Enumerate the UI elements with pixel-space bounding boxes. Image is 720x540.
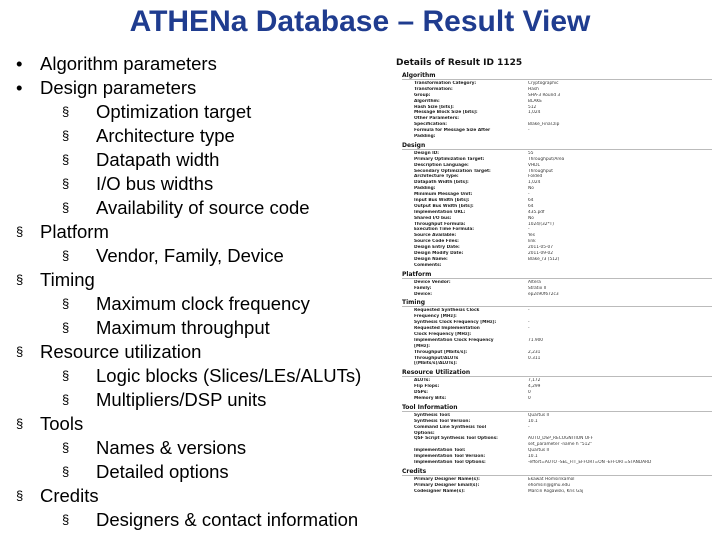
detail-value: Cryptographic [528, 81, 559, 86]
sub-bullet-item [16, 148, 396, 172]
detail-key: Family: [414, 285, 432, 291]
detail-value: BLAKE [528, 98, 542, 104]
detail-key: Other Parameters: [414, 116, 460, 122]
detail-key: Output Bus Width [bits]: [414, 203, 474, 209]
bullet-text: Logic blocks (Slices/LEs/ALUTs) [96, 365, 362, 386]
detail-key: Primary Designer Email(s): [414, 482, 480, 488]
bullet-marker: § [62, 248, 70, 263]
detail-key: Formula for Message Size After [414, 128, 491, 134]
detail-key: Flip Flops: [414, 384, 440, 390]
bullet-marker: § [62, 464, 70, 479]
detail-key: QSF Script Synthesis Tool Options: [414, 436, 498, 442]
detail-value: Quartus II [528, 412, 550, 418]
detail-row [394, 361, 712, 367]
detail-key: Shared I/O bus: [414, 215, 452, 221]
bullet-text: Vendor, Family, Device [96, 245, 284, 266]
detail-value: Blake_Final.zip [528, 122, 560, 128]
detail-value: Quartus II [528, 448, 550, 454]
detail-value: 64 [528, 198, 534, 204]
sub-bullet-item [16, 196, 396, 220]
bullet-text: Tools [40, 413, 84, 434]
detail-key: Memory Bits: [414, 395, 447, 401]
detail-value: 1024/(32*T) [528, 221, 554, 227]
detail-value: 0 [528, 390, 531, 396]
section-heading: Resource Utilization [402, 369, 712, 377]
detail-key: Throughput [Mbits/s]: [414, 349, 468, 355]
bullet-item [16, 76, 396, 100]
bullet-marker: § [62, 368, 70, 383]
bullet-text: Availability of source code [96, 197, 310, 218]
bullet-marker: § [62, 128, 70, 143]
detail-value: Yes [528, 233, 535, 239]
bullet-text: Detailed options [96, 461, 229, 482]
bullet-text: Names & versions [96, 437, 247, 458]
detail-value: - [528, 128, 530, 134]
detail-row [394, 396, 712, 402]
detail-value: set_parameter -name h "512" [528, 442, 593, 448]
section-heading: Credits [402, 468, 712, 476]
detail-key: Implementation Tool Options: [414, 459, 486, 465]
detail-value: No [528, 186, 534, 192]
detail-value: Ekawat Homsirikamol [528, 476, 575, 482]
bullet-text: Designers & contact information [96, 509, 359, 530]
detail-key: Throughput Formula: [414, 221, 466, 227]
bullet-item [16, 484, 396, 508]
detail-key: Padding: [414, 134, 436, 140]
bullet-marker: § [62, 104, 70, 119]
sub-bullet-item [16, 508, 396, 532]
detail-key: Design Name: [414, 256, 448, 262]
bullet-item [16, 340, 396, 364]
detail-value: - [528, 320, 530, 326]
detail-key: Padding: [414, 186, 436, 192]
bullet-marker: § [62, 176, 70, 191]
detail-key: Synthesis Tool: [414, 412, 451, 418]
detail-value: Marcin Rogawski, Kris Gaj [528, 488, 584, 494]
bullet-marker: § [62, 392, 70, 407]
section-heading: Timing [402, 299, 712, 307]
bullet-text: Maximum clock frequency [96, 293, 310, 314]
detail-key: Source Code Files: [414, 239, 459, 245]
bullet-text: Maximum throughput [96, 317, 270, 338]
sub-bullet-item [16, 316, 396, 340]
detail-key: Transformation: [414, 86, 453, 92]
bullet-text: Timing [40, 269, 95, 290]
detail-value: 4,299 [528, 384, 541, 390]
detail-value: ehomsiri@gmu.edu [528, 482, 570, 488]
detail-value: 1,024 [528, 180, 541, 186]
bullet-item [16, 412, 396, 436]
panel-sections [394, 72, 712, 495]
bullet-text: Design parameters [40, 77, 197, 98]
sub-bullet-item [16, 436, 396, 460]
bullet-text: Platform [40, 221, 109, 242]
bullet-marker: • [16, 77, 23, 98]
detail-key: Options: [414, 430, 435, 436]
detail-value: 55 [528, 150, 534, 156]
detail-value: 10.1 [528, 418, 538, 424]
detail-value: Hash [528, 86, 539, 92]
detail-row [394, 134, 712, 140]
bullet-marker: § [62, 440, 70, 455]
detail-key: Specification: [414, 122, 447, 128]
detail-value: - [528, 308, 530, 314]
detail-value: 435.pdf [528, 209, 545, 215]
bullet-text: Resource utilization [40, 341, 202, 362]
bullet-marker: • [16, 53, 23, 74]
detail-row [394, 460, 712, 466]
sub-bullet-item [16, 172, 396, 196]
bullet-text: Datapath width [96, 149, 220, 170]
detail-key: Throughput/ALUTs [414, 355, 459, 361]
detail-value: 71.900 [528, 337, 544, 343]
detail-key: Input Bus Width [bits]: [414, 198, 470, 204]
detail-value: 10.1 [528, 454, 538, 460]
detail-key: [MHz]: [414, 343, 431, 349]
bullet-item [16, 52, 396, 76]
detail-key: Transformation Category: [414, 81, 477, 86]
detail-key: Source Available: [414, 233, 457, 239]
sub-bullet-item [16, 244, 396, 268]
detail-value: 0.311 [528, 355, 541, 361]
detail-value: - [528, 326, 530, 332]
page-title: ATHENa Database – Result View [129, 5, 591, 38]
bullet-item [16, 220, 396, 244]
detail-row [394, 263, 712, 269]
detail-key: Design ID: [414, 150, 440, 156]
bullet-text: Algorithm parameters [40, 53, 217, 74]
bullet-list [16, 52, 396, 532]
detail-value: Blake_r3 (512) [528, 256, 560, 262]
bullet-marker: § [16, 416, 24, 431]
detail-value: ep2s90f672c3 [528, 291, 559, 297]
detail-value: Altera [528, 279, 541, 285]
detail-value: Folded [528, 174, 543, 180]
bullet-text: Credits [40, 485, 99, 506]
detail-value: Throughput/Area [528, 156, 565, 162]
detail-key: Codesigner Name(s): [414, 488, 465, 494]
panel-title: Details of Result ID 1125 [396, 58, 523, 68]
section-heading: Tool Information [402, 404, 712, 412]
detail-key: Requested Synthesis Clock [414, 308, 480, 314]
detail-value: AUTO_DSP_RECOGNITION OFF [528, 436, 594, 442]
detail-key: [(Mbits/s)/ALUTs]: [414, 361, 458, 367]
detail-key: Datapath Width [bits]: [414, 180, 469, 186]
bullet-marker: § [16, 224, 24, 239]
detail-key: Clock Frequency [MHz]: [414, 331, 472, 337]
detail-key: Algorithm: [414, 98, 440, 104]
detail-key: Secondary Optimization Target: [414, 168, 491, 174]
result-details-panel [394, 58, 712, 495]
section-heading: Algorithm [402, 72, 712, 80]
bullet-marker: § [62, 296, 70, 311]
sub-bullet-item [16, 124, 396, 148]
detail-key: Minimum Message Unit: [414, 192, 473, 198]
bullet-text: Optimization target [96, 101, 252, 122]
detail-value: 2,231 [528, 349, 541, 355]
bullet-item [16, 268, 396, 292]
detail-value: -effort=AUTO -SEL_FIT_EFFORT=ON -EFFORT=STANDARD [528, 459, 652, 465]
bullet-text: Multipliers/DSP units [96, 389, 267, 410]
detail-value: No [528, 215, 534, 221]
detail-key: Architecture Type: [414, 174, 459, 180]
sub-bullet-item [16, 460, 396, 484]
detail-value: 64 [528, 203, 534, 209]
detail-key: Group: [414, 92, 431, 98]
sub-bullet-item [16, 388, 396, 412]
detail-value: 1,024 [528, 110, 541, 116]
detail-key: Device Vendor: [414, 279, 451, 285]
detail-row [394, 489, 712, 495]
detail-value: - [528, 227, 530, 233]
bullet-marker: § [62, 320, 70, 335]
detail-key: Implementation Tool Version: [414, 454, 486, 460]
detail-key: Frequency [MHz]: [414, 314, 457, 320]
detail-key: ALUTs: [414, 378, 431, 384]
detail-value: 7,172 [528, 378, 541, 384]
detail-key: Command Line Synthesis Tool [414, 424, 487, 430]
section-heading: Design [402, 142, 712, 150]
detail-key: DSPs: [414, 390, 429, 396]
detail-key: Implementation Clock Frequency [414, 337, 494, 343]
detail-value: 2011-05-07 [528, 245, 553, 251]
detail-key: Design Modify Date: [414, 251, 464, 257]
bullet-marker: § [16, 488, 24, 503]
detail-value: - [528, 424, 530, 430]
detail-key: Synthesis Clock Frequency [MHz]: [414, 320, 497, 326]
detail-key: Device: [414, 291, 432, 297]
detail-key: Execution Time Formula: [414, 227, 475, 233]
bullet-marker: § [62, 152, 70, 167]
detail-value: Stratix II [528, 285, 547, 291]
detail-value: link [528, 239, 536, 245]
detail-value: 0 [528, 395, 531, 401]
bullet-marker: § [16, 272, 24, 287]
detail-key: Implementation URL: [414, 209, 466, 215]
bullet-marker: § [62, 200, 70, 215]
detail-key: Requested Implementation [414, 326, 480, 332]
bullet-marker: § [16, 344, 24, 359]
sub-bullet-item [16, 100, 396, 124]
detail-value: SHA-3 Round 3 [528, 92, 561, 98]
detail-value: VHDL [528, 162, 540, 168]
detail-key: Primary Designer Name(s): [414, 476, 480, 482]
detail-key: Implementation Tool: [414, 448, 466, 454]
bullet-text: I/O bus widths [96, 173, 214, 194]
sub-bullet-item [16, 292, 396, 316]
detail-value: 2011-09-02 [528, 251, 553, 257]
detail-value: Throughput [528, 168, 553, 174]
detail-value: 512 [528, 104, 537, 110]
bullet-marker: § [62, 512, 70, 527]
detail-row [394, 292, 712, 298]
bullet-text: Architecture type [96, 125, 235, 146]
detail-key: Comments: [414, 262, 442, 268]
detail-key: Hash Size [bits]: [414, 104, 454, 110]
detail-key: Description Language: [414, 162, 469, 168]
detail-value: - [528, 192, 530, 198]
detail-key: Design Entry Date: [414, 245, 460, 251]
detail-key: Primary Optimization Target: [414, 156, 485, 162]
detail-key: Synthesis Tool Version: [414, 418, 471, 424]
detail-key: Message Block Size [bits]: [414, 110, 478, 116]
sub-bullet-item [16, 364, 396, 388]
section-heading: Platform [402, 271, 712, 279]
